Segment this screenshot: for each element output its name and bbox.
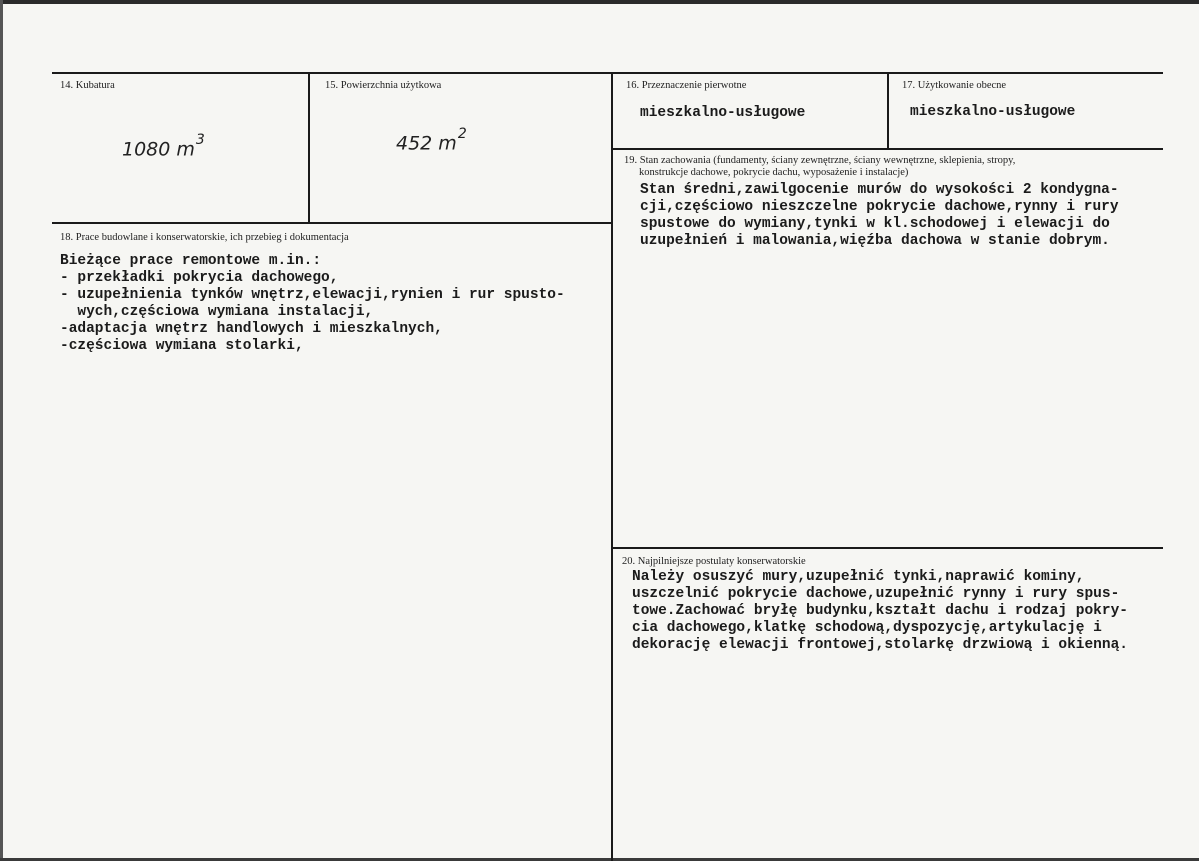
field-20-line: towe.Zachować bryłę budynku,kształt dachu i rodzaj pokry- xyxy=(632,603,1128,619)
kubatura-unit-exponent: 3 xyxy=(195,132,205,148)
field-17-value: mieszkalno-usługowe xyxy=(910,104,1076,120)
field-17-label: 17. Użytkowanie obecne xyxy=(902,80,1007,91)
field-18-line: Bieżące prace remontowe m.in.: xyxy=(60,253,322,269)
field-19-line: uzupełnień i malowania,więźba dachowa w stanie dobrym. xyxy=(640,233,1110,249)
rule-above-20 xyxy=(611,547,1163,549)
field-19-line: cji,częściowo nieszczelne pokrycie dachowe,rynny i rury xyxy=(640,199,1119,215)
field-20-line: Należy osuszyć mury,uzupełnić tynki,naprawić kominy, xyxy=(632,569,1085,585)
field-18-line: -adaptacja wnętrz handlowych i mieszkalnych, xyxy=(60,321,443,337)
card-top-edge xyxy=(0,0,1199,4)
field-20-line: cia dachowego,klatkę schodową,dyspozycję,artykulację i xyxy=(632,620,1102,636)
field-18-line: - uzupełnienia tynków wnętrz,elewacji,rynien i rur spusto- xyxy=(60,287,565,303)
powierzchnia-unit-exponent: 2 xyxy=(457,126,467,142)
field-19-line: Stan średni,zawilgocenie murów do wysokości 2 kondygna- xyxy=(640,182,1119,198)
kubatura-value: 1080 m xyxy=(122,138,195,161)
field-19-label-line1: 19. Stan zachowania (fundamenty, ściany zewnętrzne, ściany wewnętrzne, sklepienia, stropy, xyxy=(624,155,1016,166)
field-16-value: mieszkalno-usługowe xyxy=(640,105,806,121)
divider-main xyxy=(611,72,613,861)
field-15-label: 15. Powierzchnia użytkowa xyxy=(325,80,442,91)
rule-below-14-15 xyxy=(52,222,613,224)
divider-14-15 xyxy=(308,72,310,223)
field-14-label: 14. Kubatura xyxy=(60,80,115,91)
powierzchnia-value: 452 m xyxy=(396,132,457,155)
rule-below-16-17 xyxy=(611,148,1163,150)
field-18-label: 18. Prace budowlane i konserwatorskie, ich przebieg i dokumentacja xyxy=(60,232,349,243)
field-18-line: -częściowa wymiana stolarki, xyxy=(60,338,304,354)
field-16-label: 16. Przeznaczenie pierwotne xyxy=(626,80,747,91)
divider-16-17 xyxy=(887,72,889,149)
field-18-line: - przekładki pokrycia dachowego, xyxy=(60,270,339,286)
field-20-label: 20. Najpilniejsze postulaty konserwatorskie xyxy=(622,556,806,567)
field-18-line: wych,częściowa wymiana instalacji, xyxy=(60,304,374,320)
field-20-line: uszczelnić pokrycie dachowe,uzupełnić rynny i rury spus- xyxy=(632,586,1120,602)
card-left-edge xyxy=(0,0,3,861)
field-14-value xyxy=(122,132,205,161)
field-15-value xyxy=(396,126,467,155)
field-19-line: spustowe do wymiany,tynki w kl.schodowej i elewacji do xyxy=(640,216,1110,232)
top-rule xyxy=(52,72,1163,74)
field-19-label-line2: konstrukcje dachowe, pokrycie dachu, wyposażenie i instalacje) xyxy=(639,167,909,178)
field-20-line: dekorację elewacji frontowej,stolarkę drzwiową i okienną. xyxy=(632,637,1128,653)
